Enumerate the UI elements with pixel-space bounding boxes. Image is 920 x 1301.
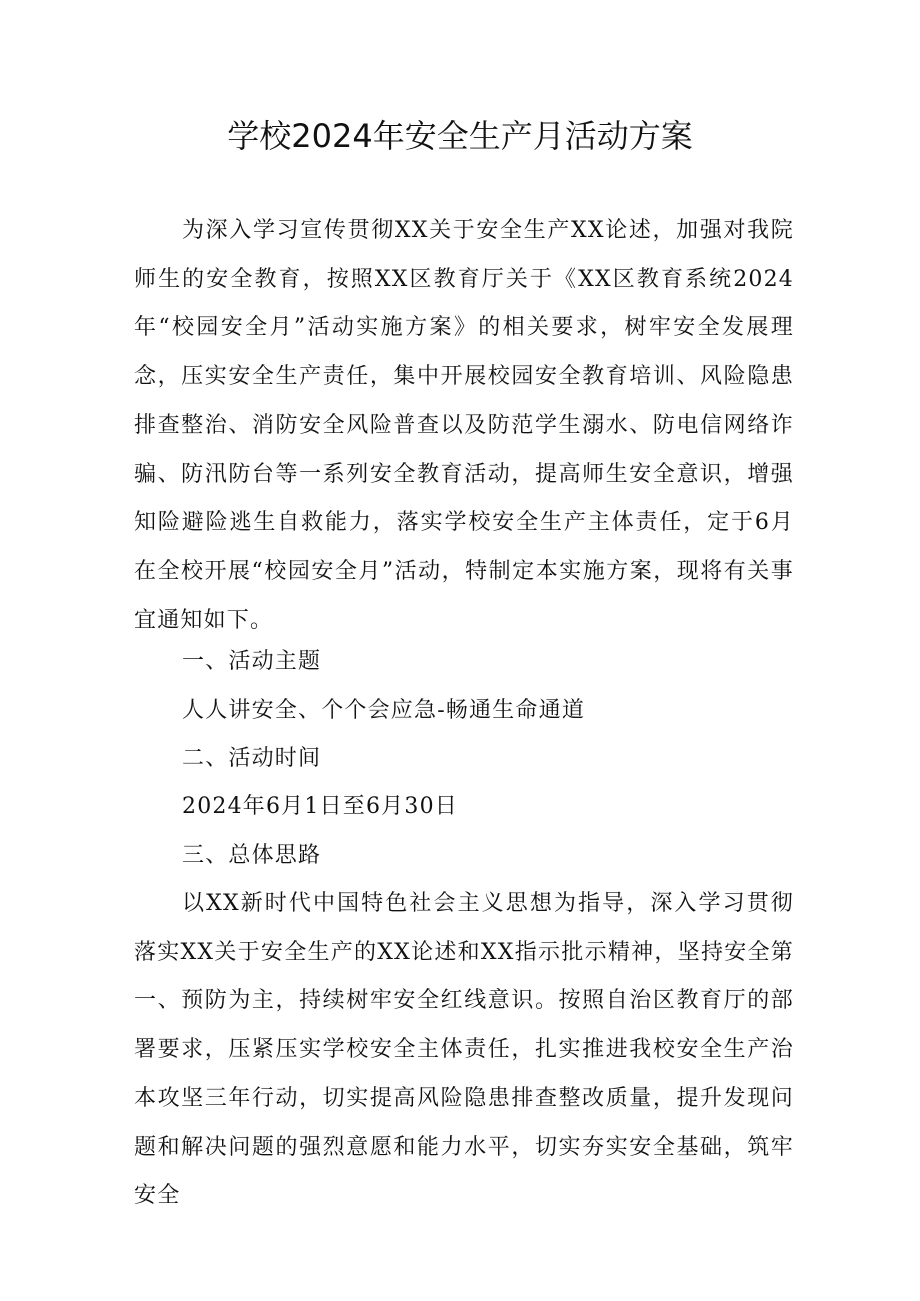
section1-heading: 一、活动主题 — [182, 649, 322, 674]
intro-paragraph: 为深入学习宣传贯彻XX关于安全生产XX论述，加强对我院师生的安全教育，按照XX区教育厅关于《XX区教育系统2024年“校园安全月”活动实施方案》的相关要求，树牢安全发展理念，压实安全生产责任，集中开展校园安全教育培训、风险隐患排查整治、消防安全风险普查以及防范学生溺水、防电信网络诈骗、防汛防台等一系列安全教育活动，提高师生安全意识，增强知险避险逃生自救能力，落实学校安全生产主体责任，定于6月在全校开展“校园安全月”活动，特制定本实施方案，现将有关事宜通知如下。 — [134, 218, 794, 633]
document-title: 学校2024年安全生产月活动方案 — [227, 117, 693, 155]
section2-content: 2024年6月1日至6月30日 — [182, 794, 458, 819]
section3-paragraph: 以XX新时代中国特色社会主义思想为指导，深入学习贯彻落实XX关于安全生产的XX论述和XX指示批示精神，坚持安全第一、预防为主，持续树牢安全红线意识。按照自治区教育厅的部署要求，压紧压实学校安全主体责任，扎实推进我校安全生产治本攻坚三年行动，切实提高风险隐患排查整改质量，提升发现问题和解决问题的强烈意愿和能力水平，切实夯实安全基础，筑牢安全 — [134, 891, 794, 1209]
section2-heading: 二、活动时间 — [182, 746, 322, 771]
section1-content: 人人讲安全、个个会应急-畅通生命通道 — [182, 698, 586, 723]
section3-heading: 三、总体思路 — [182, 843, 322, 868]
